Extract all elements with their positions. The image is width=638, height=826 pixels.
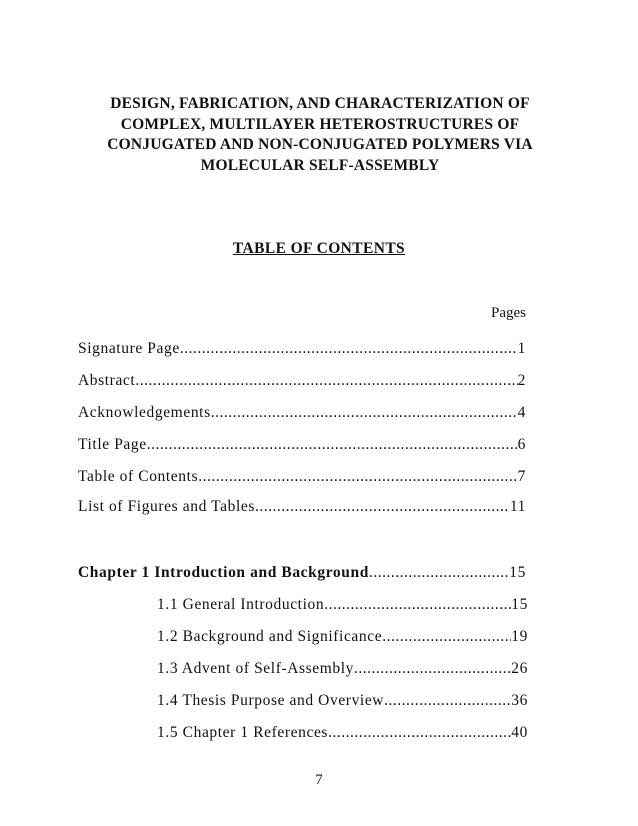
dot-leader <box>328 724 511 742</box>
toc-entry-abstract <box>78 372 526 390</box>
dot-leader <box>382 628 511 646</box>
title-line: COMPLEX, MULTILAYER HETEROSTRUCTURES OF <box>120 115 520 133</box>
document-title <box>60 94 580 176</box>
toc-entry-page: 6 <box>517 436 526 453</box>
toc-entry-page: 36 <box>511 692 528 709</box>
toc-entry-label: Signature Page <box>78 340 180 357</box>
toc-entry-title-page <box>78 436 526 454</box>
dot-leader <box>147 436 518 454</box>
toc-entry-label: 1.1 General Introduction <box>157 596 325 613</box>
dot-leader <box>354 660 511 678</box>
toc-entry-list-of-figures <box>78 498 526 516</box>
toc-entry-section-1-5 <box>157 724 528 742</box>
toc-entry-acknowledgements <box>78 404 526 422</box>
toc-entry-page: 40 <box>511 724 528 741</box>
toc-entry-page: 2 <box>517 372 526 389</box>
toc-entry-signature-page <box>78 340 526 358</box>
toc-entry-label: 1.2 Background and Significance <box>157 628 383 645</box>
toc-entry-label: Chapter 1 Introduction and Background <box>78 564 369 581</box>
toc-entry-label: 1.5 Chapter 1 References <box>157 724 329 741</box>
toc-entry-section-1-3 <box>157 660 528 678</box>
title-line: DESIGN, FABRICATION, AND CHARACTERIZATION OF <box>110 95 530 112</box>
page-number: 7 <box>315 772 323 788</box>
toc-entry-page: 15 <box>511 596 528 613</box>
dot-leader <box>198 468 517 486</box>
toc-entry-section-1-1 <box>157 596 528 614</box>
toc-entry-label: 1.3 Advent of Self-Assembly <box>157 660 355 677</box>
toc-entry-chapter-1 <box>78 564 526 582</box>
toc-entry-label: List of Figures and Tables <box>78 498 255 515</box>
title-line: MOLECULAR SELF-ASSEMBLY <box>200 156 440 174</box>
dot-leader <box>211 404 518 422</box>
dot-leader <box>180 340 518 358</box>
pages-column-header: Pages <box>491 305 526 321</box>
dot-leader <box>135 372 517 390</box>
toc-entry-page: 7 <box>517 468 526 485</box>
toc-entry-page: 1 <box>517 340 526 357</box>
toc-entry-label: 1.4 Thesis Purpose and Overview <box>157 692 385 709</box>
toc-entry-page: 11 <box>509 498 526 515</box>
dot-leader <box>369 564 509 582</box>
toc-entry-label: Abstract <box>78 372 136 389</box>
toc-entry-page: 19 <box>511 628 528 645</box>
toc-entry-page: 26 <box>511 660 528 677</box>
toc-entry-table-of-contents <box>78 468 526 486</box>
toc-entry-label: Acknowledgements <box>78 404 211 421</box>
toc-heading: TABLE OF CONTENTS <box>232 240 406 257</box>
toc-entry-section-1-2 <box>157 628 528 646</box>
toc-entry-page: 4 <box>517 404 526 421</box>
dot-leader <box>255 498 510 516</box>
toc-entry-label: Table of Contents <box>78 468 199 485</box>
toc-entry-section-1-4 <box>157 692 528 710</box>
toc-entry-page: 15 <box>509 564 526 581</box>
toc-entry-label: Title Page <box>78 436 147 453</box>
dot-leader <box>324 596 511 614</box>
title-line: CONJUGATED AND NON-CONJUGATED POLYMERS VIA <box>107 136 533 153</box>
dot-leader <box>384 692 511 710</box>
